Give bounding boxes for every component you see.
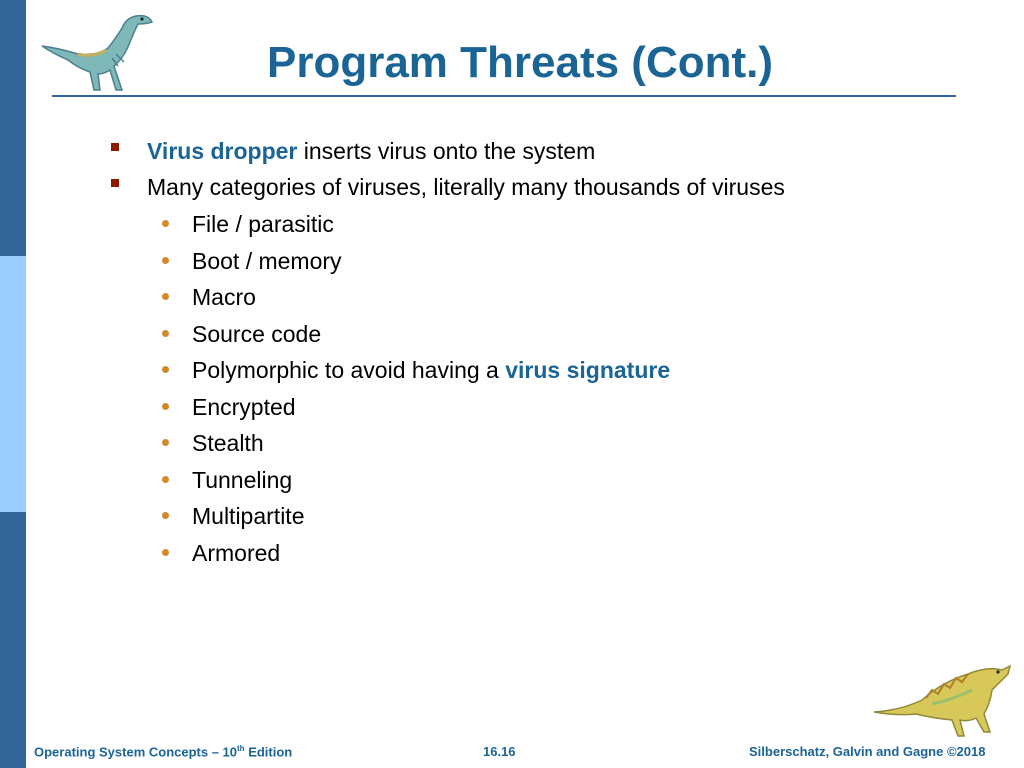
sub-list-item: Macro [192, 284, 256, 310]
sub-list-item: Encrypted [192, 394, 296, 420]
square-bullet-icon [111, 143, 119, 151]
dot-bullet-icon [162, 476, 169, 483]
sub-list-item: Stealth [192, 430, 264, 456]
slide-title: Program Threats (Cont.) [266, 38, 774, 87]
sidebar-middle [0, 256, 26, 512]
sidebar-bottom [0, 512, 26, 768]
sub-list-item: Tunneling [192, 467, 293, 493]
sub-list-item: Polymorphic to avoid having a virus signature [192, 357, 671, 383]
dinosaur-bottom-icon [872, 660, 1012, 742]
square-bullet-icon [111, 179, 119, 187]
footer-authors: Silberschatz, Galvin and Gagne ©2018 [749, 744, 986, 759]
dot-bullet-icon [162, 330, 169, 337]
sub-list-item: Multipartite [192, 503, 305, 529]
footer-page-number: 16.16 [483, 744, 516, 759]
title-divider [52, 95, 956, 97]
sidebar-top [0, 0, 26, 256]
list-item: Virus dropper inserts virus onto the system [147, 138, 596, 164]
sub-list-item: Source code [192, 321, 322, 347]
dot-bullet-icon [162, 549, 169, 556]
sub-list-item: Boot / memory [192, 248, 342, 274]
dot-bullet-icon [162, 403, 169, 410]
sub-list-item: File / parasitic [192, 211, 334, 237]
dot-bullet-icon [162, 257, 169, 264]
list-item: Many categories of viruses, literally many thousands of viruses [147, 174, 785, 200]
dot-bullet-icon [162, 220, 169, 227]
dot-bullet-icon [162, 293, 169, 300]
dot-bullet-icon [162, 439, 169, 446]
footer-book-title: Operating System Concepts – 10th Edition [34, 744, 293, 760]
sub-list-item: Armored [192, 540, 281, 566]
dot-bullet-icon [162, 512, 169, 519]
dot-bullet-icon [162, 366, 169, 373]
